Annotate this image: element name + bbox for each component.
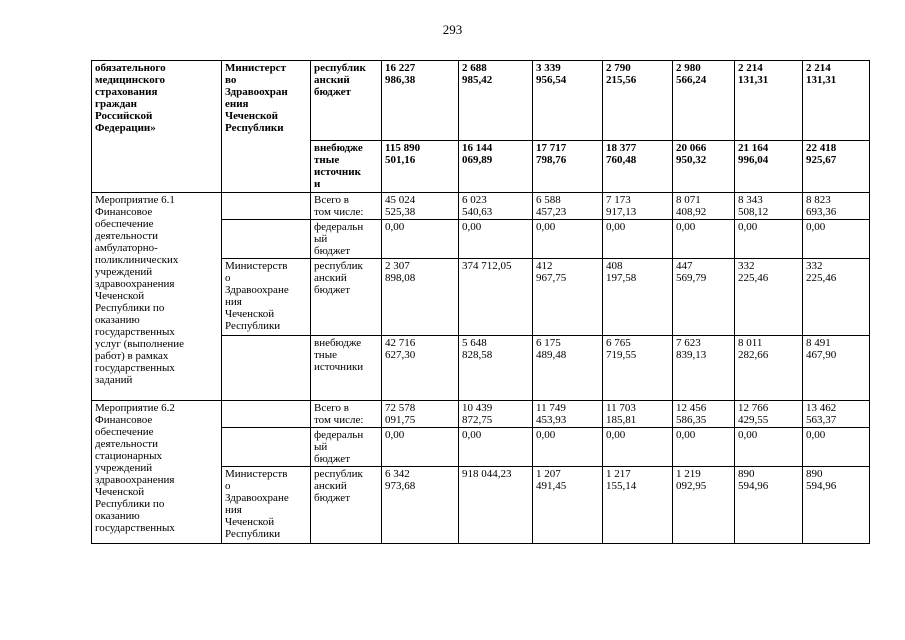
value-cell: 2 214 131,31	[735, 61, 803, 141]
value-cell: 0,00	[459, 220, 533, 259]
funding-source-cell: внебюдже тные источники	[311, 336, 382, 401]
value-cell: 7 623 839,13	[673, 336, 735, 401]
value-cell: 2 307 898,08	[382, 259, 459, 336]
value-cell: 8 011 282,66	[735, 336, 803, 401]
table-row	[92, 61, 870, 141]
value-cell: 2 688 985,42	[459, 61, 533, 141]
value-cell: 72 578 091,75	[382, 401, 459, 428]
value-cell: 0,00	[803, 428, 870, 467]
value-cell: 332 225,46	[803, 259, 870, 336]
value-cell: 918 044,23	[459, 467, 533, 544]
value-cell: 5 648 828,58	[459, 336, 533, 401]
value-cell: 0,00	[382, 428, 459, 467]
executor-cell	[222, 428, 311, 467]
value-cell: 12 766 429,55	[735, 401, 803, 428]
value-cell: 18 377 760,48	[603, 141, 673, 193]
value-cell: 0,00	[603, 220, 673, 259]
value-cell: 11 703 185,81	[603, 401, 673, 428]
measure-cell: обязательного медицинского страхования граждан Российской Федерации»	[92, 61, 222, 193]
executor-cell: Министерств о Здравоохране ния Чеченской Республики	[222, 467, 311, 544]
value-cell: 447 569,79	[673, 259, 735, 336]
value-cell: 408 197,58	[603, 259, 673, 336]
value-cell: 45 024 525,38	[382, 193, 459, 220]
funding-source-cell: республик анский бюджет	[311, 467, 382, 544]
value-cell: 6 588 457,23	[533, 193, 603, 220]
value-cell: 0,00	[673, 220, 735, 259]
executor-cell	[222, 336, 311, 401]
value-cell: 7 173 917,13	[603, 193, 673, 220]
value-cell: 332 225,46	[735, 259, 803, 336]
value-cell: 3 339 956,54	[533, 61, 603, 141]
value-cell: 11 749 453,93	[533, 401, 603, 428]
funding-source-cell: внебюдже тные источник и	[311, 141, 382, 193]
value-cell: 115 890 501,16	[382, 141, 459, 193]
value-cell: 0,00	[533, 428, 603, 467]
value-cell: 8 071 408,92	[673, 193, 735, 220]
value-cell: 10 439 872,75	[459, 401, 533, 428]
funding-source-cell: Всего в том числе:	[311, 193, 382, 220]
value-cell: 8 343 508,12	[735, 193, 803, 220]
value-cell: 21 164 996,04	[735, 141, 803, 193]
value-cell: 2 980 566,24	[673, 61, 735, 141]
funding-source-cell: федеральн ый бюджет	[311, 428, 382, 467]
value-cell: 22 418 925,67	[803, 141, 870, 193]
funding-source-cell: федеральн ый бюджет	[311, 220, 382, 259]
value-cell: 13 462 563,37	[803, 401, 870, 428]
value-cell: 16 227 986,38	[382, 61, 459, 141]
measure-cell: Мероприятие 6.1 Финансовое обеспечение деятельности амбулаторно- поликлинических учреждений здравоохранения Чеченской Республики по оказанию государственных услуг (выполнение работ) в рамках государственных заданий	[92, 193, 222, 401]
page-number: 293	[442, 22, 463, 37]
value-cell: 6 175 489,48	[533, 336, 603, 401]
executor-cell	[222, 193, 311, 220]
table-row	[92, 401, 870, 428]
value-cell: 0,00	[603, 428, 673, 467]
table-row	[92, 193, 870, 220]
value-cell: 8 491 467,90	[803, 336, 870, 401]
measure-cell: Мероприятие 6.2 Финансовое обеспечение деятельности стационарных учреждений здравоохранения Чеченской Республики по оказанию государственных	[92, 401, 222, 544]
value-cell: 8 823 693,36	[803, 193, 870, 220]
value-cell: 0,00	[459, 428, 533, 467]
executor-cell: Министерств о Здравоохране ния Чеченской Республики	[222, 259, 311, 336]
value-cell: 2 790 215,56	[603, 61, 673, 141]
funding-source-cell: республик анский бюджет	[311, 259, 382, 336]
value-cell: 1 219 092,95	[673, 467, 735, 544]
value-cell: 12 456 586,35	[673, 401, 735, 428]
value-cell: 0,00	[673, 428, 735, 467]
value-cell: 890 594,96	[803, 467, 870, 544]
funding-source-cell: республик анский бюджет	[311, 61, 382, 141]
value-cell: 0,00	[735, 220, 803, 259]
value-cell: 16 144 069,89	[459, 141, 533, 193]
value-cell: 890 594,96	[735, 467, 803, 544]
funding-source-cell: Всего в том числе:	[311, 401, 382, 428]
value-cell: 6 023 540,63	[459, 193, 533, 220]
value-cell: 0,00	[735, 428, 803, 467]
value-cell: 0,00	[803, 220, 870, 259]
value-cell: 374 712,05	[459, 259, 533, 336]
executor-cell	[222, 401, 311, 428]
value-cell: 1 207 491,45	[533, 467, 603, 544]
value-cell: 0,00	[382, 220, 459, 259]
value-cell: 2 214 131,31	[803, 61, 870, 141]
value-cell: 412 967,75	[533, 259, 603, 336]
value-cell: 6 765 719,55	[603, 336, 673, 401]
value-cell: 1 217 155,14	[603, 467, 673, 544]
budget-table	[91, 60, 870, 544]
executor-cell: Министерст во Здравоохран ения Чеченской Республики	[222, 61, 311, 193]
executor-cell	[222, 220, 311, 259]
value-cell: 0,00	[533, 220, 603, 259]
value-cell: 20 066 950,32	[673, 141, 735, 193]
value-cell: 42 716 627,30	[382, 336, 459, 401]
value-cell: 6 342 973,68	[382, 467, 459, 544]
value-cell: 17 717 798,76	[533, 141, 603, 193]
